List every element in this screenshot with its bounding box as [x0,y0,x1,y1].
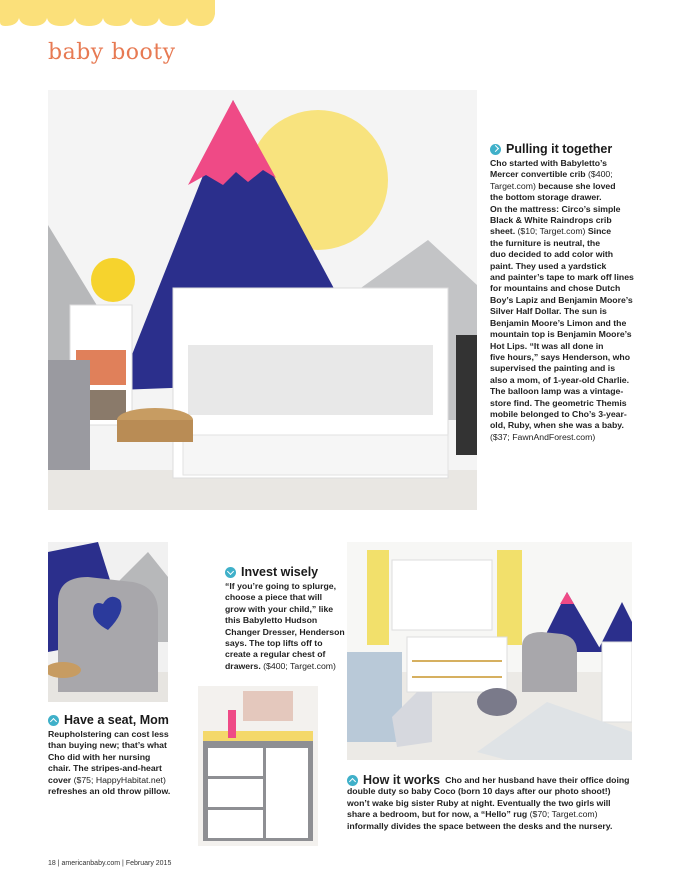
how-it-works-block [347,775,642,832]
arrow-down-icon [225,567,236,578]
section-title: baby booty [48,40,176,65]
nursing-chair-photo [48,542,168,702]
pulling-it-together-block [490,142,640,443]
nursery-main-photo [48,90,477,510]
office-room-photo [347,542,632,760]
dresser-photo [198,686,318,846]
how-it-works-heading: How it works [363,773,441,787]
scalloped-banner [0,0,215,30]
how-it-works-text: How it works Cho and her husband have their office doing double duty so baby Coco (born 10 days after our photo shoot!) won’t wake big sister Ruby at night. Eventually the two girls will share a bedroom, but for now, a “Hello” rug ($70; Target.com) informally divides the space between the desks and the nursery. [347,773,630,831]
arrow-up-icon [347,775,358,786]
have-a-seat-text: Reupholstering can cost less than buying new; that’s what Cho did with her nursing chair. The stripes-and-heart cover ($75; HappyHabitat.net) refreshes an old throw pillow. [48,729,171,797]
arrow-up-icon [48,715,59,726]
pulling-it-together-text: Cho started with Babyletto’s Mercer convertible crib ($400; Target.com) because she loved the bottom storage drawer. On the mattress: Circo’s simple Black & White Raindrops crib sheet. ($10; Target.com) Since the furniture is neutral, the duo decided to add color with paint. They used a yardstick and painter’s tape to mark off lines for mountains and chose Dutch Boy’s Lapiz and Benjamin Moore’s Silver Half Dollar. The sun is Benjamin Moore’s Limon and the mountain top is Benjamin Moore’s Hot Lips. “It was all done in five hours,” says Henderson, who supervised the painting and is also a mom, of 1-year-old Charlie. The balloon lamp was a vintage- store find. The geometric Themis mobile belonged to Cho’s 3-year- old, Ruby, when she was a baby. ($37; FawnAndForest.com) [490,158,634,442]
invest-wisely-heading: Invest wisely [225,565,350,579]
invest-wisely-block [225,565,350,672]
have-a-seat-heading: Have a seat, Mom [48,713,178,727]
invest-wisely-text: “If you’re going to splurge, choose a piece that will grow with your child,” like this Babyletto Hudson Changer Dresser, Henderson says. The top lifts off to create a regular chest of drawers. ($400; Target.com) [225,581,345,671]
page-footer: 18 | americanbaby.com | February 2015 [48,860,172,867]
have-a-seat-block [48,713,178,797]
arrow-right-icon [490,144,501,155]
pulling-it-together-heading: Pulling it together [490,142,640,156]
